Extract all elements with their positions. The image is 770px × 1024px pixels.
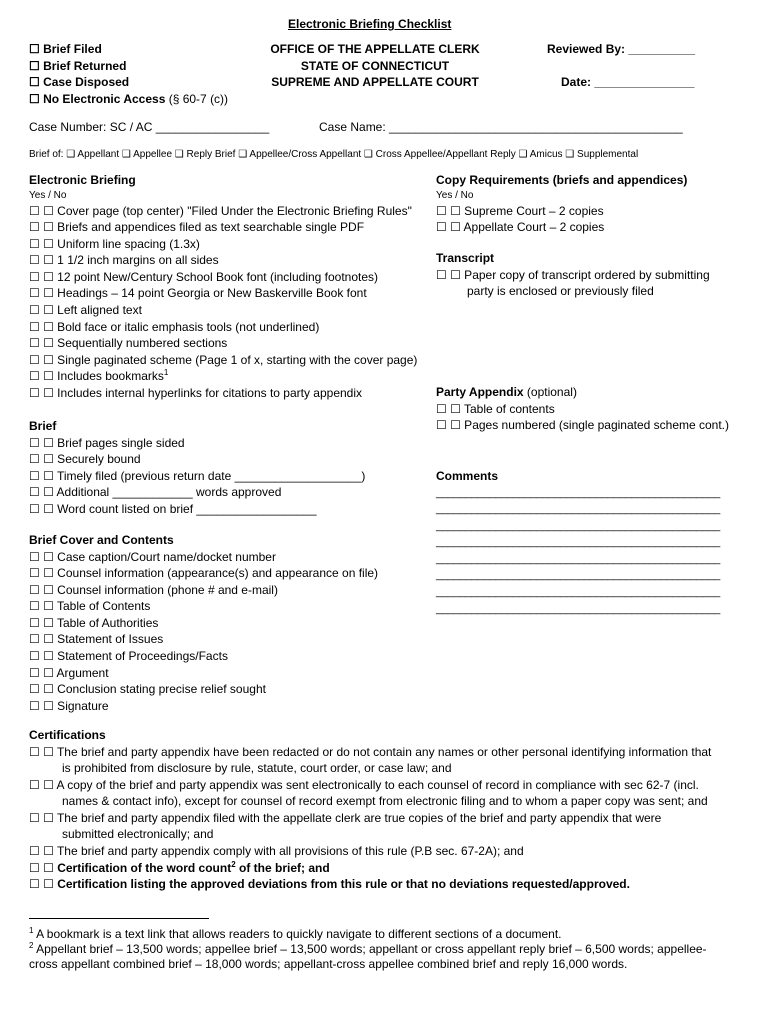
comment-line[interactable]: ________________________________________________ [436,519,721,532]
certification-item[interactable]: ☐ ☐ Certification listing the approved deviations from this rule or that no deviations requested/approved. [29,877,630,892]
yes-no-label: Yes / No [436,189,474,201]
status-brief-returned[interactable]: ☐ Brief Returned [29,58,127,73]
checklist-item[interactable]: ☐ ☐ Word count listed on brief __________________ [29,501,317,516]
checklist-item[interactable]: ☐ ☐ Includes internal hyperlinks for citations to party appendix [29,386,363,401]
checklist-item[interactable]: ☐ ☐ Cover page (top center) "Filed Under the Electronic Briefing Rules" [29,203,412,218]
checklist-item[interactable]: ☐ ☐ Supreme Court – 2 copies [436,203,604,218]
status-brief-filed[interactable]: ☐ Brief Filed [29,42,102,56]
status-case-disposed[interactable]: ☐ Case Disposed [29,75,130,90]
checklist-item[interactable]: ☐ ☐ Statement of Proceedings/Facts [29,649,228,664]
certification-item-continued: submitted electronically; and [62,827,214,842]
brief-cover-section [29,532,378,714]
checklist-item[interactable]: ☐ ☐ Counsel information (phone # and e-mail) [29,582,278,597]
office-block [240,41,510,91]
status-no-electronic-access[interactable]: ☐ No Electronic Access (§ 60-7 (c)) [29,91,229,106]
checklist-item[interactable]: ☐ ☐ Statement of Issues [29,632,164,647]
comment-line[interactable]: ________________________________________________ [436,486,721,499]
checklist-item[interactable]: ☐ ☐ Left aligned text [29,303,142,318]
checklist-item[interactable]: ☐ ☐ Additional ____________ words approved [29,485,282,500]
section-heading: Party Appendix (optional) [436,385,577,399]
certifications-section [29,727,711,893]
section-heading: Comments [436,469,499,483]
section-heading: Electronic Briefing [29,173,136,187]
checklist-item-continued: party is enclosed or previously filed [467,284,654,299]
certification-item[interactable]: ☐ ☐ The brief and party appendix have been redacted or do not contain any names or other personal identifying information that [29,744,712,759]
case-number-field[interactable]: Case Number: SC / AC _________________ [29,120,270,134]
checklist-item[interactable]: ☐ ☐ Appellate Court – 2 copies [436,220,605,235]
checklist-item[interactable]: ☐ ☐ 12 point New/Century School Book font (including footnotes) [29,269,379,284]
certification-item[interactable]: ☐ ☐ A copy of the brief and party appendix was sent electronically to each counsel of record in compliance with sec 62-7 (incl. [29,777,699,792]
date-field[interactable]: Date: _______________ [561,75,695,89]
certification-item[interactable]: ☐ ☐ The brief and party appendix filed with the appellate clerk are true copies of the brief and party appendix that were [29,810,662,825]
footnote-1: $^1$ A bookmark is a text link that allows readers to quickly navigate to different sections of a document. [29,926,562,941]
footnote-2: $^2$ Appellant brief – 13,500 words; appellee brief – 13,500 words; appellant or cross appellant reply brief – 6,500 words; appellee- [29,941,707,956]
checklist-item[interactable]: ☐ ☐ Paper copy of transcript ordered by submitting [436,267,710,282]
office-line: OFFICE OF THE APPELLATE CLERK [270,42,480,56]
certification-item[interactable]: ☐ ☐ Certification of the word count$^2$ of the brief; and [29,859,330,875]
brief-section [29,418,365,517]
transcript-section [436,250,710,300]
checklist-item[interactable]: ☐ ☐ Table of Authorities [29,615,159,630]
checklist-item[interactable]: ☐ ☐ Bold face or italic emphasis tools (not underlined) [29,319,320,334]
checklist-item[interactable]: ☐ ☐ Uniform line spacing (1.3x) [29,236,200,251]
office-line: SUPREME AND APPELLATE COURT [271,75,479,90]
certification-item-continued: names & contact info), except for counsel of record exempt from electronic filing and to whom a paper copy was sent; and [62,794,708,809]
electronic-briefing-section [29,172,417,402]
checklist-item[interactable]: ☐ ☐ Single paginated scheme (Page 1 of x, starting with the cover page) [29,352,418,367]
certification-item-continued: is prohibited from disclosure by rule, statute, court order, or case law; and [62,761,452,776]
office-line: STATE OF CONNECTICUT [300,58,450,73]
checklist-item[interactable]: ☐ ☐ Brief pages single sided [29,435,185,450]
page-title: Electronic Briefing Checklist [288,17,452,31]
checklist-item[interactable]: ☐ ☐ Table of contents [436,401,555,416]
comment-line[interactable]: ________________________________________________ [436,586,721,599]
section-heading: Brief Cover and Contents [29,533,174,547]
comment-line[interactable]: ________________________________________________ [436,602,721,615]
copy-requirements-section [436,172,687,236]
checklist-item[interactable]: ☐ ☐ Briefs and appendices filed as text searchable single PDF [29,220,365,235]
checklist-item[interactable]: ☐ ☐ Case caption/Court name/docket number [29,549,276,564]
section-heading: Transcript [436,251,495,265]
section-heading: Brief [29,419,57,433]
section-heading: Copy Requirements (briefs and appendices) [436,173,688,187]
checklist-item[interactable]: ☐ ☐ 1 1/2 inch margins on all sides [29,253,219,268]
checklist-item[interactable]: ☐ ☐ Includes bookmarks$^1$ [29,368,169,384]
comments-section [436,468,720,617]
footnote-divider [29,918,209,919]
brief-of-options[interactable]: Brief of: ❑ Appellant ❑ Appellee ❑ Reply Brief ❑ Appellee/Cross Appellant ❑ Cross Appellee/Appellant Reply ❑ Amicus ❑ Supplemental [29,149,639,160]
comment-line[interactable]: ________________________________________________ [436,503,721,516]
comment-line[interactable]: ________________________________________________ [436,552,721,565]
status-checklist [29,41,228,107]
comment-line[interactable]: ________________________________________________ [436,569,721,582]
checklist-item[interactable]: ☐ ☐ Headings – 14 point Georgia or New Baskerville Book font [29,286,367,301]
yes-no-label: Yes / No [29,189,67,201]
section-heading: Certifications [29,728,106,742]
reviewed-by-field[interactable]: Reviewed By: __________ [547,42,696,56]
party-appendix-section [436,384,729,434]
comment-line[interactable]: ________________________________________________ [436,536,721,549]
checklist-item[interactable]: ☐ ☐ Counsel information (appearance(s) and appearance on file) [29,566,379,581]
checklist-item[interactable]: ☐ ☐ Argument [29,665,109,680]
checklist-item[interactable]: ☐ ☐ Table of Contents [29,599,151,614]
checklist-item[interactable]: ☐ ☐ Signature [29,698,109,713]
checklist-item[interactable]: ☐ ☐ Securely bound [29,452,141,467]
footnote-2-continued: cross appellant combined brief – 18,000 words; appellant-cross appellee combined brief and reply 16,000 words. [29,957,628,971]
case-name-field[interactable]: Case Name: ____________________________________________ [319,120,683,134]
checklist-item[interactable]: ☐ ☐ Timely filed (previous return date ___________________) [29,468,366,483]
checklist-item[interactable]: ☐ ☐ Conclusion stating precise relief sought [29,682,266,697]
checklist-item[interactable]: ☐ ☐ Pages numbered (single paginated scheme cont.) [436,418,730,433]
footnotes [29,927,707,972]
checklist-item[interactable]: ☐ ☐ Sequentially numbered sections [29,336,228,351]
certification-item[interactable]: ☐ ☐ The brief and party appendix comply with all provisions of this rule (P.B sec. 67-2A); and [29,844,524,859]
